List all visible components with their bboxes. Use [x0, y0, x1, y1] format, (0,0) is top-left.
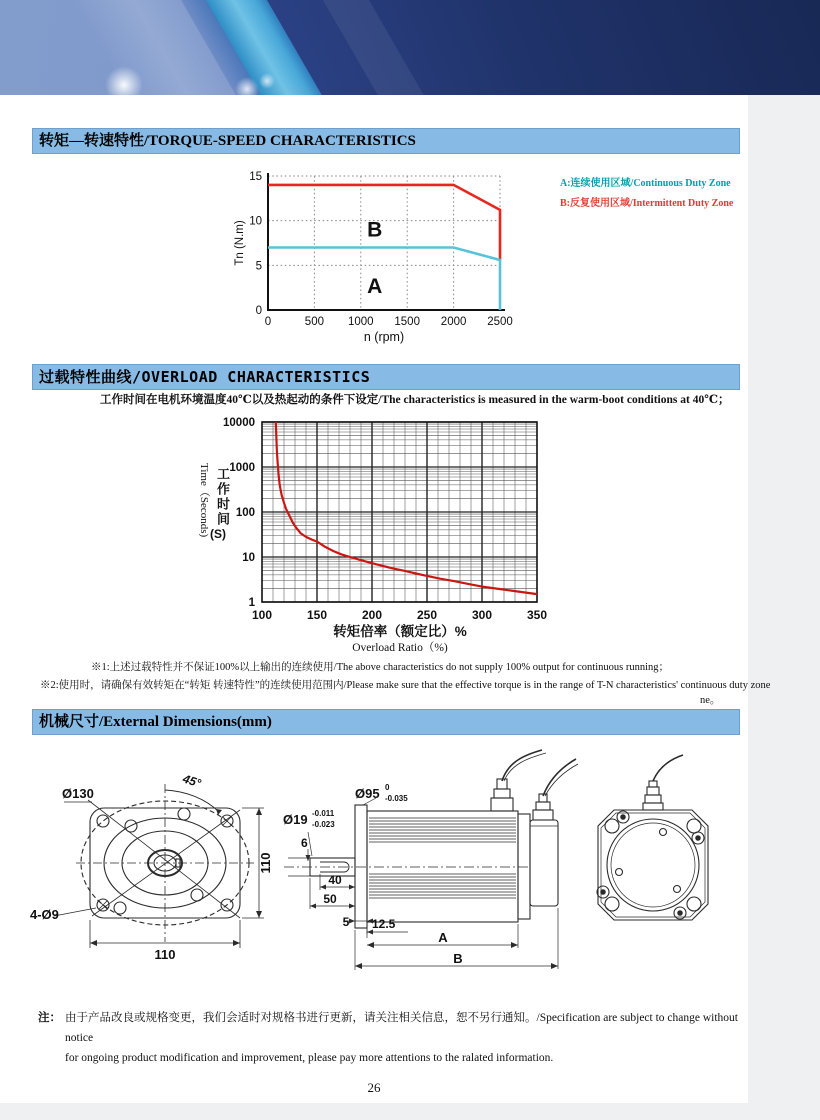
banner-lens-flare — [235, 77, 259, 95]
svg-text:1000: 1000 — [229, 462, 255, 474]
section-title-overload: 过载特性曲线/OVERLOAD CHARACTERISTICS — [32, 364, 740, 390]
svg-text:10000: 10000 — [223, 417, 255, 429]
svg-text:300: 300 — [471, 608, 493, 622]
overload-ylabel-english: Time（Seconds) — [198, 463, 210, 538]
header-banner — [0, 0, 820, 95]
svg-text:0: 0 — [264, 316, 272, 328]
svg-text:10: 10 — [242, 552, 255, 564]
svg-text:500: 500 — [304, 316, 324, 328]
svg-text:1500: 1500 — [394, 316, 420, 328]
torque-speed-chart — [232, 162, 562, 358]
dim-bolt-circle: Ø130 — [62, 786, 94, 801]
footer-note — [38, 1008, 738, 1068]
svg-text:200: 200 — [361, 608, 383, 622]
rear-cover-circle — [607, 819, 699, 911]
dim-shaft-tol-upper: -0.011 — [312, 809, 335, 818]
svg-text:A: A — [367, 275, 383, 299]
overload-ylabel-unit: (S) — [210, 527, 226, 541]
rear-view-drawing — [585, 753, 765, 968]
rear-end-cap — [518, 814, 530, 919]
dim-holes: 4-Ø9 — [30, 907, 59, 922]
section-title-dimensions: 机械尺寸/External Dimensions(mm) — [32, 709, 740, 735]
rear-tie-rod-holes — [597, 811, 704, 919]
svg-text:10: 10 — [249, 215, 262, 228]
overload-ylabel-chinese: 工作时间 — [215, 467, 230, 527]
dim-flange-width: 110 — [154, 947, 176, 962]
footer-note-line1: 由于产品改良或规格变更，我们会适时对规格书进行更新，请关注相关信息，恕不另行通知。/Specification are subject to change without notice — [65, 1012, 738, 1044]
svg-text:250: 250 — [416, 608, 438, 622]
overload-chart — [190, 408, 570, 638]
legend-continuous-duty-zone: A:连续使用区域/Continuous Duty Zone — [560, 178, 731, 189]
legend-intermittent-duty-zone: B:反复使用区域/Intermittent Duty Zone — [560, 198, 734, 209]
dim-shaft: Ø19 — [283, 812, 308, 827]
connector-box — [530, 820, 558, 906]
svg-text:5: 5 — [255, 260, 262, 273]
svg-text:350: 350 — [526, 608, 548, 622]
overload-xlabel-english: Overload Ratio（%) — [352, 642, 448, 654]
front-view-drawing — [30, 756, 280, 978]
overload-subtitle: 工作时间在电机环境温度40℃以及热起动的条件下设定/The characteristics is measured in the warm-boot conditions at 40℃； — [100, 394, 730, 406]
footer-note-line2: for ongoing product modification and improvement, please pay more attentions to the ralated information. — [65, 1052, 554, 1064]
footer-note-label: 注： — [38, 1012, 61, 1024]
banner-lens-flare — [259, 73, 275, 89]
rear-cable-gland — [643, 781, 663, 810]
dim-total-length-B: B — [453, 951, 463, 966]
section-title-torque-speed: 转矩—转速特性/TORQUE-SPEED CHARACTERISTICS — [32, 128, 740, 154]
dim-spigot-tol-lower: -0.035 — [385, 794, 408, 803]
overload-note-2: ※2:使用时，请确保有效转矩在“转矩 转速特性”的连续使用范围内/Please make sure that the effective torque is in the range of T-N characteristics' continuous duty zone — [40, 680, 771, 691]
dim-50: 50 — [323, 892, 337, 906]
svg-text:1000: 1000 — [348, 316, 374, 328]
svg-text:150: 150 — [306, 608, 328, 622]
dim-40: 40 — [328, 873, 342, 887]
rear-housing-outline — [598, 810, 708, 920]
svg-text:2000: 2000 — [440, 316, 467, 328]
svg-text:n (rpm): n (rpm) — [363, 330, 405, 344]
svg-text:B: B — [367, 218, 383, 242]
overload-xlabel-chinese: 转矩倍率（额定比）% — [333, 624, 467, 639]
overload-note-1: ※1:上述过载特性并不保证100%以上输出的连续使用/The above characteristics do not supply 100% output for continuous running； — [90, 662, 669, 673]
body-ribs — [369, 818, 516, 898]
motor-body — [367, 811, 518, 922]
svg-text:Tn (N.m): Tn (N.m) — [234, 220, 246, 266]
dim-5: 5 — [342, 915, 350, 929]
torque-chart-legend — [560, 174, 733, 214]
svg-text:100: 100 — [235, 507, 255, 519]
stray-text: ne。 — [700, 695, 721, 706]
dim-flange-height: 110 — [258, 852, 273, 874]
flange-plate — [355, 805, 367, 928]
svg-text:100: 100 — [251, 608, 273, 622]
svg-text:15: 15 — [249, 171, 262, 183]
rear-wire — [653, 755, 683, 781]
svg-text:0: 0 — [255, 305, 262, 317]
dim-angle: 45° — [181, 771, 203, 791]
dim-spigot: Ø95 — [355, 786, 380, 801]
dim-12-5: 12.5 — [372, 917, 396, 931]
dim-shaft-tol-lower: -0.023 — [312, 820, 335, 829]
dim-body-length-A: A — [438, 930, 448, 945]
side-view-drawing — [278, 748, 578, 993]
dim-spigot-tol-upper: 0 — [385, 783, 390, 792]
rear-screw-holes — [616, 829, 681, 893]
page-number: 26 — [367, 1080, 381, 1095]
svg-text:2500: 2500 — [487, 316, 513, 328]
dim-key-width: 6 — [301, 836, 308, 850]
svg-text:1: 1 — [248, 597, 255, 609]
